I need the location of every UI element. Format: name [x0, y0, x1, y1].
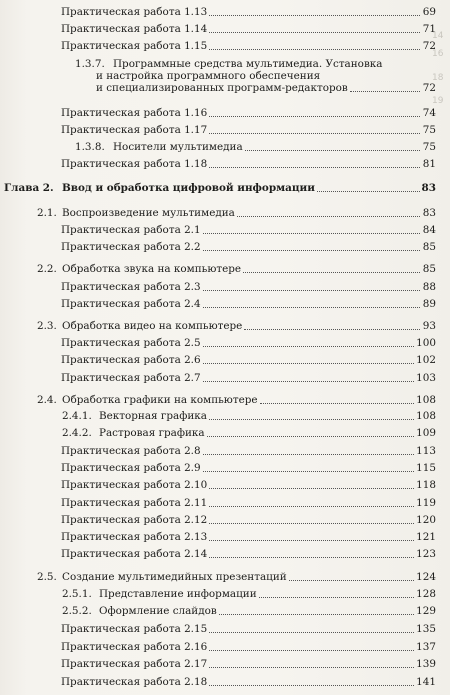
entry-title: Обработка видео на компьютере	[62, 320, 243, 332]
dot-leader	[237, 216, 420, 217]
toc-entry[interactable]	[0, 623, 450, 635]
dot-leader	[209, 419, 414, 420]
page-number: 121	[416, 531, 436, 543]
page-number: 109	[416, 427, 436, 439]
page-number: 123	[416, 548, 436, 560]
entry-title: Практическая работа 2.6	[61, 354, 201, 366]
toc-entry[interactable]	[0, 224, 450, 236]
toc-entry[interactable]	[0, 6, 450, 18]
dot-leader	[209, 32, 420, 33]
entry-title: Практическая работа 2.16	[61, 641, 208, 653]
bleed-through-mark: 19	[432, 96, 444, 106]
dot-leader	[244, 329, 420, 330]
section-number: 2.5.1.	[62, 588, 92, 600]
entry-title: Практическая работа 2.7	[61, 372, 201, 384]
bleed-through-mark: 18	[432, 73, 444, 83]
entry-title: Векторная графика	[99, 410, 207, 422]
dot-leader	[317, 191, 420, 192]
page-number: 74	[422, 107, 436, 119]
toc-entry-subsection[interactable]	[0, 410, 450, 422]
entry-title: Практическая работа 1.18	[61, 158, 208, 170]
bleed-through-mark: 16	[432, 49, 444, 59]
toc-entry[interactable]	[0, 241, 450, 253]
toc-entry[interactable]	[0, 641, 450, 653]
section-number: 2.5.2.	[62, 605, 92, 617]
page-number: 69	[422, 6, 436, 18]
toc-entry[interactable]	[0, 676, 450, 688]
dot-leader	[259, 597, 415, 598]
dot-leader	[209, 167, 420, 168]
page-number: 72	[422, 40, 436, 52]
dot-leader	[209, 116, 420, 117]
entry-title: Практическая работа 2.1	[61, 224, 201, 236]
toc-entry[interactable]	[0, 658, 450, 670]
chapter-title: Ввод и обработка цифровой информации	[62, 182, 315, 194]
dot-leader	[350, 91, 420, 92]
dot-leader	[207, 436, 415, 437]
toc-entry[interactable]	[0, 298, 450, 310]
dot-leader	[203, 233, 420, 234]
toc-entry[interactable]	[0, 479, 450, 491]
entry-title: Практическая работа 2.14	[61, 548, 208, 560]
dot-leader	[203, 346, 415, 347]
dot-leader	[209, 650, 414, 651]
entry-title: Практическая работа 2.8	[61, 445, 201, 457]
toc-entry[interactable]	[0, 23, 450, 35]
page-number: 100	[416, 337, 436, 349]
page-number: 89	[422, 298, 436, 310]
toc-entry-section[interactable]	[0, 394, 450, 406]
dot-leader	[209, 557, 414, 558]
entry-title: Практическая работа 2.13	[61, 531, 208, 543]
dot-leader	[209, 488, 414, 489]
toc-entry[interactable]	[0, 497, 450, 509]
page-number: 83	[422, 207, 436, 219]
entry-title: Создание мультимедийных презентаций	[62, 571, 287, 583]
toc-entry[interactable]	[0, 40, 450, 52]
page-number: 108	[416, 410, 436, 422]
page-number: 71	[422, 23, 436, 35]
dot-leader	[209, 15, 420, 16]
entry-title: Представление информации	[99, 588, 257, 600]
page-number: 113	[416, 445, 436, 457]
entry-title: Практическая работа 2.3	[61, 281, 201, 293]
entry-title: Практическая работа 1.13	[61, 6, 208, 18]
section-number: 2.3.	[37, 320, 57, 332]
page-number: 81	[422, 158, 436, 170]
toc-entry[interactable]	[0, 158, 450, 170]
dot-leader	[203, 381, 415, 382]
page-number: 119	[416, 497, 436, 509]
page-number: 103	[416, 372, 436, 384]
entry-title: Носители мультимедиа	[113, 141, 243, 153]
entry-title: Практическая работа 2.2	[61, 241, 201, 253]
toc-entry-section[interactable]	[0, 571, 450, 583]
entry-title: Практическая работа 2.11	[61, 497, 208, 509]
entry-title: Практическая работа 2.4	[61, 298, 201, 310]
dot-leader	[203, 290, 420, 291]
section-number: 2.5.	[37, 571, 57, 583]
page-number: 120	[416, 514, 436, 526]
page-number: 93	[422, 320, 436, 332]
entry-title-line: и настройка программного обеспечения	[96, 70, 321, 82]
page-number: 85	[422, 263, 436, 275]
page-number: 72	[422, 82, 436, 94]
entry-title: Практическая работа 2.15	[61, 623, 208, 635]
dot-leader	[245, 150, 420, 151]
section-number: 1.3.8.	[75, 141, 105, 153]
entry-title: Оформление слайдов	[99, 605, 217, 617]
entry-title: Воспроизведение мультимедиа	[62, 207, 235, 219]
dot-leader	[203, 307, 420, 308]
entry-title-line: и специализированных программ-редакторов	[96, 82, 348, 94]
dot-leader	[203, 363, 415, 364]
dot-leader	[203, 471, 415, 472]
entry-title: Практическая работа 2.9	[61, 462, 201, 474]
entry-title: Практическая работа 1.15	[61, 40, 208, 52]
toc-entry-section[interactable]	[0, 207, 450, 219]
dot-leader	[219, 614, 414, 615]
dot-leader	[209, 523, 414, 524]
toc-entry[interactable]	[0, 124, 450, 136]
dot-leader	[209, 632, 414, 633]
bleed-through-mark: 14	[432, 31, 444, 41]
page-number: 102	[416, 354, 436, 366]
section-number: 2.4.	[37, 394, 57, 406]
page-number: 129	[416, 605, 436, 617]
entry-title: Растровая графика	[99, 427, 205, 439]
toc-entry-subsection[interactable]	[0, 427, 450, 439]
page-number: 85	[422, 241, 436, 253]
toc-entry[interactable]	[0, 372, 450, 384]
page-number: 137	[416, 641, 436, 653]
entry-title: Практическая работа 2.5	[61, 337, 201, 349]
section-number: 1.3.7.	[75, 58, 105, 70]
section-number: 2.4.2.	[62, 427, 92, 439]
dot-leader	[203, 250, 420, 251]
page-number: 88	[422, 281, 436, 293]
entry-title: Практическая работа 1.14	[61, 23, 208, 35]
page-number: 84	[422, 224, 436, 236]
entry-title: Практическая работа 2.18	[61, 676, 208, 688]
toc-entry[interactable]	[0, 548, 450, 560]
page-number: 139	[416, 658, 436, 670]
dot-leader	[209, 685, 414, 686]
toc-entry[interactable]	[0, 462, 450, 474]
dot-leader	[243, 272, 420, 273]
entry-title: Практическая работа 2.10	[61, 479, 208, 491]
toc-entry[interactable]	[0, 445, 450, 457]
toc-entry[interactable]	[0, 514, 450, 526]
page-number: 108	[416, 394, 436, 406]
dot-leader	[209, 133, 420, 134]
dot-leader	[209, 49, 420, 50]
toc-entry-subsection[interactable]	[0, 141, 450, 153]
dot-leader	[260, 403, 415, 404]
entry-title: Практическая работа 1.17	[61, 124, 208, 136]
dot-leader	[209, 540, 414, 541]
entry-title: Практическая работа 2.17	[61, 658, 208, 670]
page-number: 75	[422, 141, 436, 153]
page-number: 75	[422, 124, 436, 136]
page-number: 141	[416, 676, 436, 688]
chapter-number: Глава 2.	[4, 182, 54, 194]
page-number: 115	[416, 462, 436, 474]
entry-title: Обработка звука на компьютере	[62, 263, 242, 275]
page-number: 83	[421, 182, 436, 194]
page-number: 118	[416, 479, 436, 491]
page-number: 124	[416, 571, 436, 583]
toc-entry-subsection[interactable]	[0, 605, 450, 617]
entry-title: Практическая работа 1.16	[61, 107, 208, 119]
toc-entry-section[interactable]	[0, 320, 450, 332]
dot-leader	[209, 667, 414, 668]
toc-entry[interactable]	[0, 354, 450, 366]
toc-entry-subsection[interactable]	[0, 58, 450, 98]
toc-entry-section[interactable]	[0, 263, 450, 275]
entry-title: Обработка графики на компьютере	[62, 394, 258, 406]
entry-title-line: Программные средства мультимедиа. Установка	[113, 58, 383, 70]
dot-leader	[289, 580, 414, 581]
dot-leader	[209, 506, 414, 507]
page-number: 128	[416, 588, 436, 600]
section-number: 2.4.1.	[62, 410, 92, 422]
toc-entry-subsection[interactable]	[0, 588, 450, 600]
toc-entry[interactable]	[0, 107, 450, 119]
section-number: 2.2.	[37, 263, 57, 275]
toc-entry[interactable]	[0, 281, 450, 293]
toc-entry[interactable]	[0, 337, 450, 349]
toc-chapter[interactable]	[0, 182, 450, 194]
section-number: 2.1.	[37, 207, 57, 219]
entry-title: Практическая работа 2.12	[61, 514, 208, 526]
dot-leader	[203, 454, 415, 455]
page-number: 135	[416, 623, 436, 635]
toc-entry[interactable]	[0, 531, 450, 543]
